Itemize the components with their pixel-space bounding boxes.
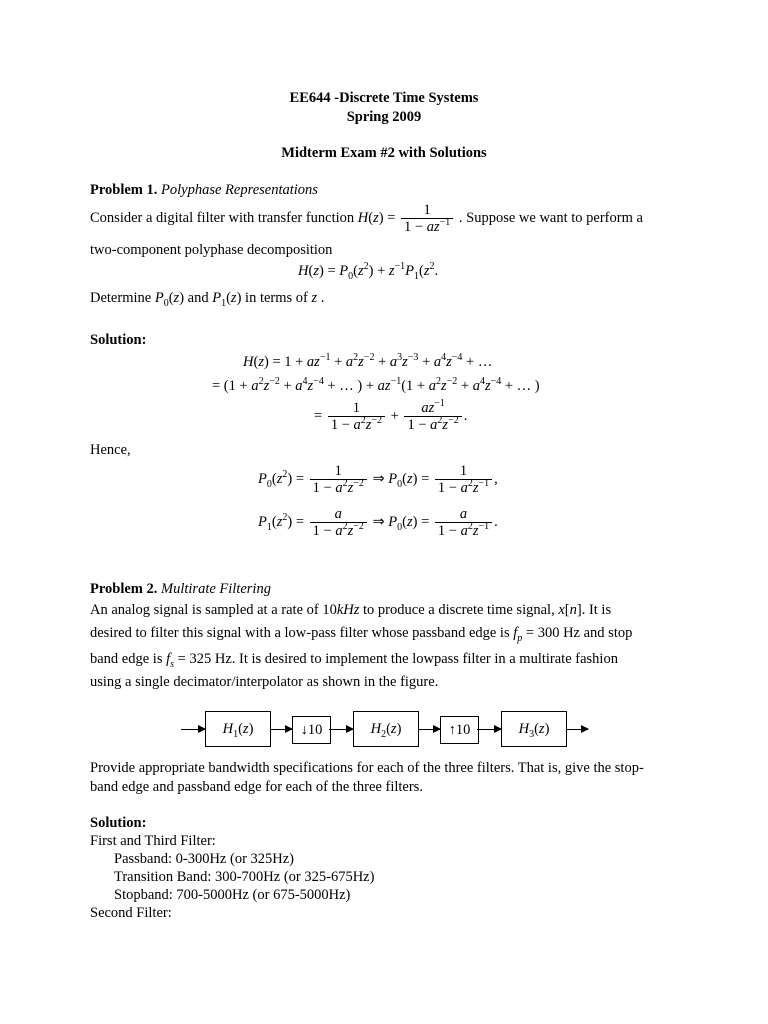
problem2-line5: Provide appropriate bandwidth specifications for each of the three filters. That is, give the stop- [90,760,644,776]
transition-spec: Transition Band: 300-700Hz (or 325-675Hz) [114,869,375,885]
input-arrow [181,729,205,730]
problem2-line3: band edge is $f_s = 325$ Hz. It is desired to implement the lowpass filter in a multirate fashion [90,651,618,670]
course-title: EE644 -Discrete Time Systems [289,90,479,106]
problem2-l3a: band edge is [90,651,163,667]
and-text: and [187,290,209,306]
problem2-l2a: desired to filter this signal with a low-pass filter whose passband edge is [90,625,510,641]
problem1-label: Problem 1. [90,182,158,198]
solution1-label: Solution: [90,332,147,348]
stopband-edge: 325 Hz [189,651,232,667]
problem2-l3c: . It is desired to implement the lowpass filter in a multirate fashion [231,651,618,667]
term: Spring 2009 [346,109,422,125]
hence-label: Hence, [90,442,131,458]
exam-title: Midterm Exam #2 with Solutions [281,145,487,161]
arrow-up-to-h3 [477,729,501,730]
problem2-line1: An analog signal is sampled at a rate of 10kHz to produce a discrete time signal, x[n]. It is [90,602,612,618]
problem2-label: Problem 2. [90,581,158,597]
problem2-heading [90,580,271,598]
filter-h1-block: $H_1(z)$ [205,711,271,747]
problem1-determine: Determine $P_0(z)$ and $P_1(z)$ in terms of z . [90,290,325,309]
determine-text: Determine [90,290,152,306]
problem2-line6: band edge and passband edge for each of the three filters. [90,779,423,795]
problem1-heading [90,181,318,199]
polyphase-equation: $H(z) = P_0(z^2) + z^{-1}P_1(z^2$. [298,261,439,282]
arrow-h2-to-up [418,729,440,730]
problem2-l1c: . It is [581,602,612,618]
problem1-text-a: Consider a digital filter with transfer function [90,210,355,226]
p1-result: $P_1(z^2)$ = $\frac{a}{1 - a^2z^{-2}}$ ⇒ $P_0(z)$ = $\frac{a}{1 - a^2z^{-1}}$ . [258,506,498,540]
problem1-line1 [90,201,643,235]
upsampler-block: ↑10 [440,716,479,744]
filter-h3-block: $H_3(z)$ [501,711,567,747]
output-arrow [566,729,588,730]
problem2-line2: desired to filter this signal with a low-pass filter whose passband edge is $f_p = 300$ Hz and stop [90,625,633,644]
solution1-eq2: = ($1 + a^2z^{-2} + a^4z^{-4}$ + … ) + $az^{-1}(1 + a^2z^{-2} + a^4z^{-4}$ + … ) [212,376,540,394]
problem2-l1a: An analog signal is sampled at a rate of [90,602,319,618]
problem1-title: Polyphase Representations [161,182,318,198]
first-third-filter-label: First and Third Filter: [90,833,216,849]
solution2-label: Solution: [90,815,147,831]
passband-spec: Passband: 0-300Hz (or 325Hz) [114,851,295,867]
transfer-function: H(z) = $\frac{1}{1 - az^{-1}}$ [358,210,459,226]
downsampler-block: ↓10 [292,716,331,744]
stopband-spec: Stopband: 700-5000Hz (or 675-5000Hz) [114,887,351,903]
filter-h2-block: $H_2(z)$ [353,711,419,747]
solution1-eq1: $H(z) = 1 + az^{-1} + a^2z^{-2} + a^3z^{-3} + a^4z^{-4}$ + … [243,352,493,370]
second-filter-label: Second Filter: [90,905,172,921]
problem2-title: Multirate Filtering [161,581,271,597]
problem1-line2: two-component polyphase decomposition [90,242,333,258]
arrow-down-to-h2 [329,729,353,730]
problem2-l2c: and stop [583,625,633,641]
arrow-h1-to-down [270,729,292,730]
p0-result: $P_0(z^2)$ = $\frac{1}{1 - a^2z^{-2}}$ ⇒ $P_0(z)$ = $\frac{1}{1 - a^2z^{-1}}$ , [258,463,498,497]
problem1-text-b: . Suppose we want to perform a [458,210,643,226]
passband-edge: 300 Hz [537,625,580,641]
problem2-l1b: to produce a discrete time signal, [363,602,555,618]
problem2-line4: using a single decimator/interpolator as shown in the figure. [90,674,439,690]
solution1-eq3: = $\frac{1}{1 - a^2z^{-2}}$ + $\frac{az^{-1}}{1 - a^2z^{-2}}$ . [314,398,468,434]
in-terms-text: in terms of [245,290,308,306]
